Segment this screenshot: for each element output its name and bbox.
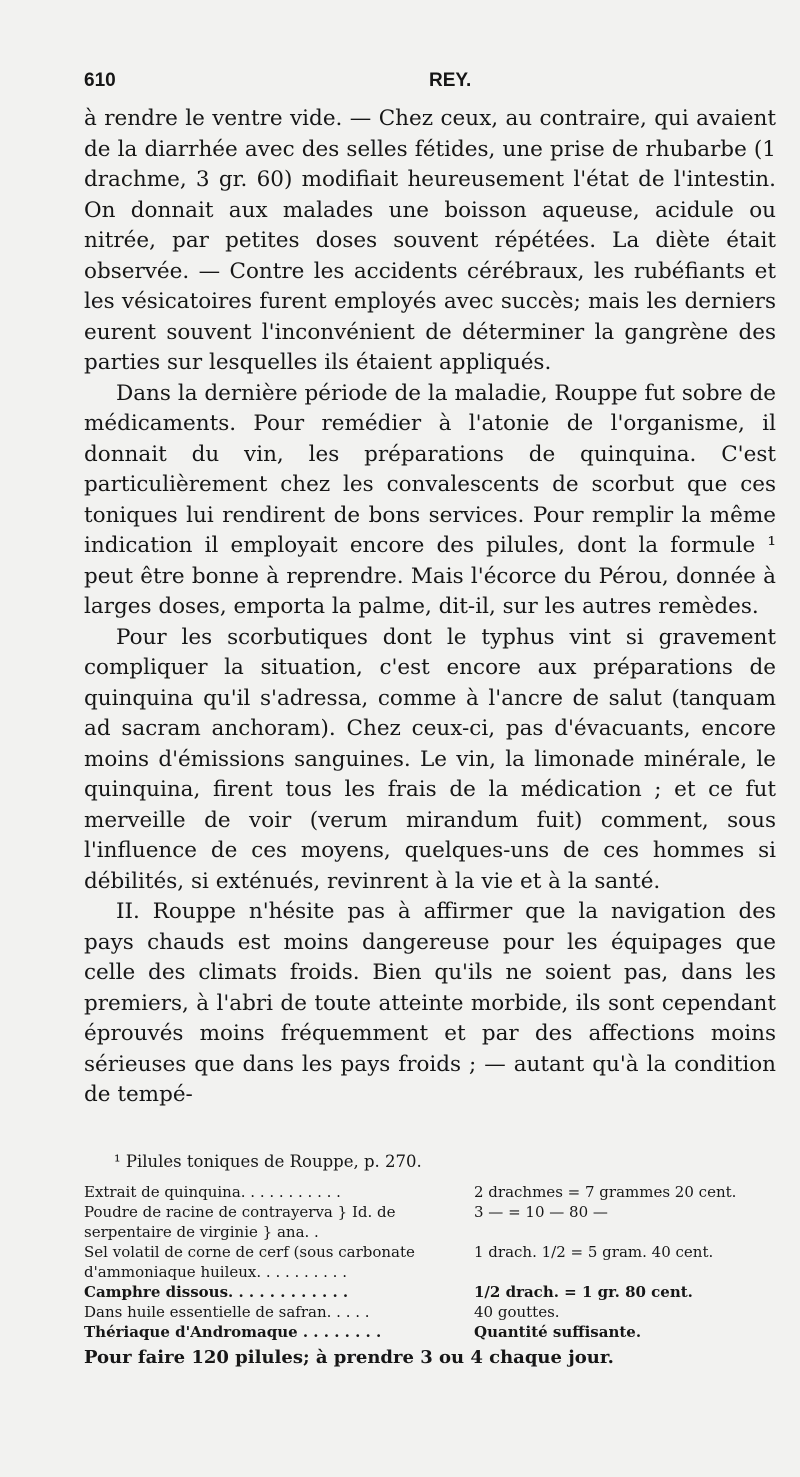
ingredient-row	[84, 1322, 776, 1342]
paragraph-4: II. Rouppe n'hésite pas à affirmer que la navigation des pays chauds est moins dangereuse pour les équipages que celle des climats froids. Bien qu'ils ne soient pas, dans les premiers, à l'abri de toute atteinte morbide, ils sont cependant éprouvés moins fréquemment et par des affections moins sérieuses que dans les pays froids ; — autant qu'à la condition de tempé-	[84, 899, 776, 1107]
footnote-instruction: Pour faire 120 pilules; à prendre 3 ou 4 chaque jour.	[84, 1347, 614, 1368]
page-number: 610	[84, 70, 116, 91]
ingredient-row	[84, 1302, 776, 1322]
paragraph-3: Pour les scorbutiques dont le typhus vint si gravement compliquer la situation, c'est encore aux préparations de quinquina qu'il s'adressa, comme à l'ancre de salut (tanquam ad sacram anchoram). Chez ceux-ci, pas d'évacuants, encore moins d'émissions sanguines. Le vin, la limonade minérale, le quinquina, firent tous les frais de la médication ; et ce fut merveille de voir (verum mirandum fuit) comment, sous l'influence de ces moyens, quelques-uns de ces hommes si débilités, si exténués, revinrent à la vie et à la santé.	[84, 624, 776, 894]
running-head: REY.	[429, 70, 472, 91]
ingredient-amount: 2 drachmes = 7 grammes 20 cent.	[474, 1183, 737, 1201]
ingredient-amount: Quantité suffisante.	[474, 1323, 642, 1341]
ingredient-name: Poudre de racine de contrayerva } Id. de serpentaire de virginie } ana. .	[84, 1203, 396, 1241]
ingredient-amount: 1/2 drach. = 1 gr. 80 cent.	[474, 1283, 693, 1301]
ingredient-row	[84, 1182, 776, 1202]
ingredient-row	[84, 1202, 776, 1242]
ingredient-name: Extrait de quinquina. . . . . . . . . . .	[84, 1183, 341, 1201]
ingredient-amount: 3 — = 10 — 80 —	[474, 1203, 608, 1221]
ingredient-name: Sel volatil de corne de cerf (sous carbonate d'ammoniaque huileux. . . . . . . . . .	[84, 1243, 415, 1281]
ingredient-row	[84, 1242, 776, 1282]
body-text	[84, 104, 776, 1111]
paragraph-2: Dans la dernière période de la maladie, Rouppe fut sobre de médicaments. Pour remédier à l'atonie de l'organisme, il donnait du vin, les préparations de quinquina. C'est particulièrement chez les convalescents de scorbut que ces toniques lui rendirent de bons services. Pour remplir la même indication il employait encore des pilules, dont la formule ¹ peut être bonne à reprendre. Mais l'écorce du Pérou, donnée à larges doses, emporta la palme, dit-il, sur les autres remèdes.	[84, 380, 776, 619]
ingredient-row	[84, 1282, 776, 1302]
footnote-title: ¹ Pilules toniques de Rouppe, p. 270.	[114, 1152, 422, 1171]
ingredient-name: Thériaque d'Andromaque . . . . . . . .	[84, 1323, 382, 1341]
ingredient-name: Dans huile essentielle de safran. . . . .	[84, 1303, 370, 1321]
ingredient-name: Camphre dissous. . . . . . . . . . . .	[84, 1283, 349, 1301]
paragraph-1: à rendre le ventre vide. — Chez ceux, au contraire, qui avaient de la diarrhée avec des selles fétides, une prise de rhubarbe (1 drachme, 3 gr. 60) modifiait heureusement l'état de l'intestin. On donnait aux malades une boisson aqueuse, acidule ou nitrée, par petites doses souvent répétées. La diète était observée. — Contre les accidents cérébraux, les rubéfiants et les vésicatoires furent employés avec succès; mais les derniers eurent souvent l'inconvénient de déterminer la gangrène des parties sur lesquelles ils étaient appliqués.	[84, 106, 776, 375]
footnote	[84, 1152, 776, 1368]
page-header	[84, 70, 716, 100]
ingredient-amount: 40 gouttes.	[474, 1303, 560, 1321]
ingredient-amount: 1 drach. 1/2 = 5 gram. 40 cent.	[474, 1243, 714, 1261]
